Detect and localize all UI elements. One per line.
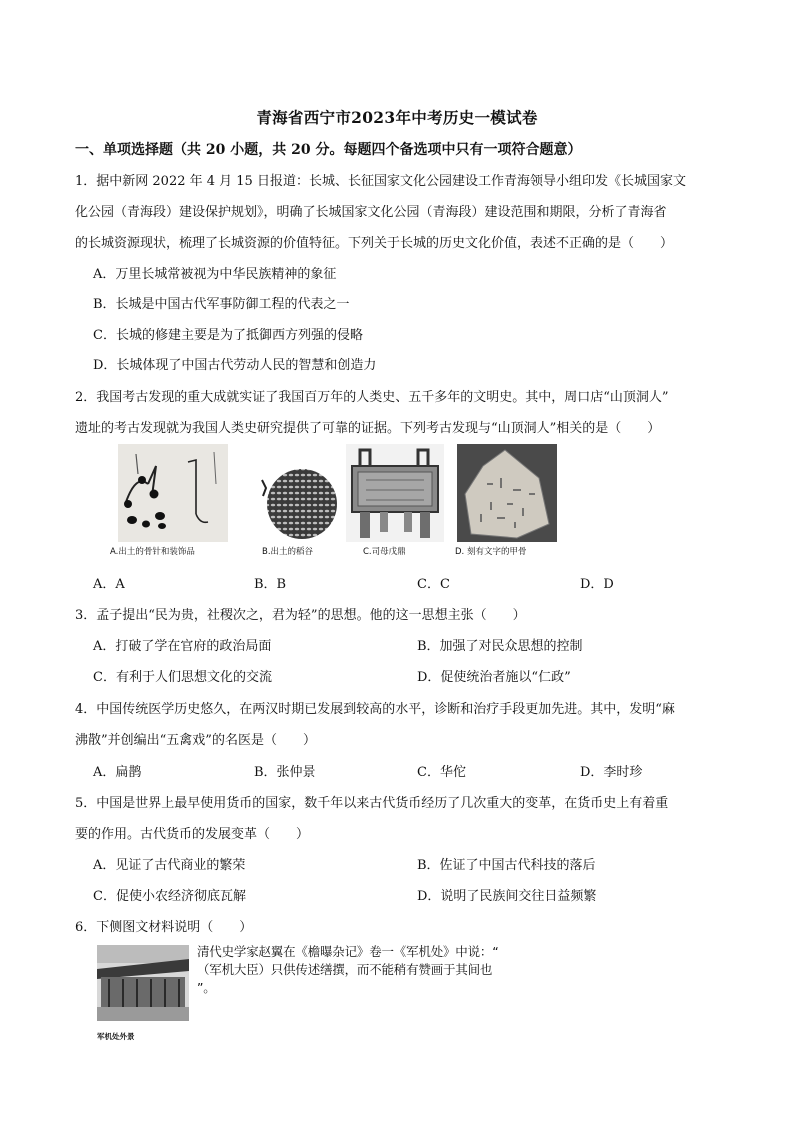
q3-option-b[interactable]: B．加强了对民众思想的控制 bbox=[417, 639, 583, 654]
q5-option-c[interactable]: C．促使小农经济彻底瓦解 bbox=[93, 889, 246, 904]
q1-stem-line-2: 化公园（青海段）建设保护规划》，明确了长城国家文化公园（青海段）建设范围和期限，分析了青海省 bbox=[75, 205, 667, 220]
q1-option-b[interactable]: B．长城是中国古代军事防御工程的代表之一 bbox=[93, 297, 350, 312]
q4-option-b[interactable]: B．张仲景 bbox=[254, 765, 316, 780]
q3-option-a[interactable]: A．打破了学在官府的政治局面 bbox=[93, 639, 272, 654]
q6-material-line-3: ”。 bbox=[197, 980, 216, 995]
q2-stem-line-2: 遗址的考古发现就为我国人类史研究提供了可靠的证据。下列考古发现与“山顶洞人”相关的是（ ） bbox=[75, 421, 661, 436]
figure-d-caption: D. 刻有文字的甲骨 bbox=[455, 547, 527, 557]
q2-stem-line-1: 2．我国考古发现的重大成就实证了我国百万年的人类史、五千多年的文明史。其中，周口店“山顶洞人” bbox=[75, 390, 669, 405]
figure-b-caption: B.出土的稻谷 bbox=[262, 547, 314, 557]
q3-option-d[interactable]: D．促使统治者施以“仁政” bbox=[417, 670, 571, 685]
q1-option-c[interactable]: C．长城的修建主要是为了抵御西方列强的侵略 bbox=[93, 328, 363, 343]
rice-grains-image bbox=[258, 466, 340, 542]
q2-option-b[interactable]: B．B bbox=[254, 577, 287, 592]
q6-material-line-2: （军机大臣）只供传述缮撰，而不能稍有赞画于其间也 bbox=[197, 962, 493, 977]
q4-option-c[interactable]: C．华佗 bbox=[417, 765, 466, 780]
simuwu-ding-image bbox=[346, 444, 444, 542]
exam-title: 青海省西宁市2023年中考历史一模试卷 bbox=[256, 108, 538, 127]
q1-stem-line-1: 1．据中新网 2022 年 4 月 15 日报道：长城、长征国家文化公园建设工作青海领导小组印发《长城国家文 bbox=[75, 174, 686, 189]
oracle-bone-image bbox=[457, 444, 557, 542]
q2-option-c[interactable]: C．C bbox=[417, 577, 450, 592]
figure-c-caption: C.司母戊鼎 bbox=[363, 547, 406, 557]
q1-option-d[interactable]: D．长城体现了中国古代劳动人民的智慧和创造力 bbox=[93, 358, 377, 373]
q5-option-b[interactable]: B．佐证了中国古代科技的落后 bbox=[417, 858, 596, 873]
q4-stem-line-2: 沸散”并创编出“五禽戏”的名医是（ ） bbox=[75, 733, 316, 748]
q6-stem-line-1: 6．下侧图文材料说明（ ） bbox=[75, 920, 253, 935]
q5-stem-line-2: 要的作用。古代货币的发展变革（ ） bbox=[75, 827, 310, 842]
q5-option-a[interactable]: A．见证了古代商业的繁荣 bbox=[93, 858, 246, 873]
bone-needle-ornaments-image bbox=[118, 444, 228, 542]
junjichu-caption: 军机处外景 bbox=[97, 1032, 135, 1041]
junjichu-photo bbox=[97, 945, 189, 1021]
q4-option-d[interactable]: D．李时珍 bbox=[580, 765, 643, 780]
q4-stem-line-1: 4．中国传统医学历史悠久，在两汉时期已发展到较高的水平，诊断和治疗手段更加先进。其中，发明“麻 bbox=[75, 702, 675, 717]
figure-a-caption: A.出土的骨针和装饰品 bbox=[110, 547, 195, 557]
q2-option-d[interactable]: D．D bbox=[580, 577, 614, 592]
section-heading: 一、单项选择题（共 20 小题，共 20 分。每题四个备选项中只有一项符合题意） bbox=[75, 142, 582, 158]
q5-stem-line-1: 5．中国是世界上最早使用货币的国家，数千年以来古代货币经历了几次重大的变革，在货币史上有着重 bbox=[75, 796, 669, 811]
q3-stem-line-1: 3．孟子提出“民为贵，社稷次之，君为轻”的思想。他的这一思想主张（ ） bbox=[75, 608, 526, 623]
q5-option-d[interactable]: D．说明了民族间交往日益频繁 bbox=[417, 889, 597, 904]
q1-stem-line-3: 的长城资源现状，梳理了长城资源的价值特征。下列关于长城的历史文化价值，表述不正确的是（ ） bbox=[75, 236, 674, 251]
q4-option-a[interactable]: A．扁鹊 bbox=[93, 765, 142, 780]
q1-option-a[interactable]: A．万里长城常被视为中华民族精神的象征 bbox=[93, 267, 337, 282]
q2-option-a[interactable]: A．A bbox=[93, 577, 125, 592]
q3-option-c[interactable]: C．有利于人们思想文化的交流 bbox=[93, 670, 272, 685]
q6-material-line-1: 清代史学家赵翼在《檐曝杂记》卷一《军机处》中说：“ bbox=[197, 944, 499, 959]
